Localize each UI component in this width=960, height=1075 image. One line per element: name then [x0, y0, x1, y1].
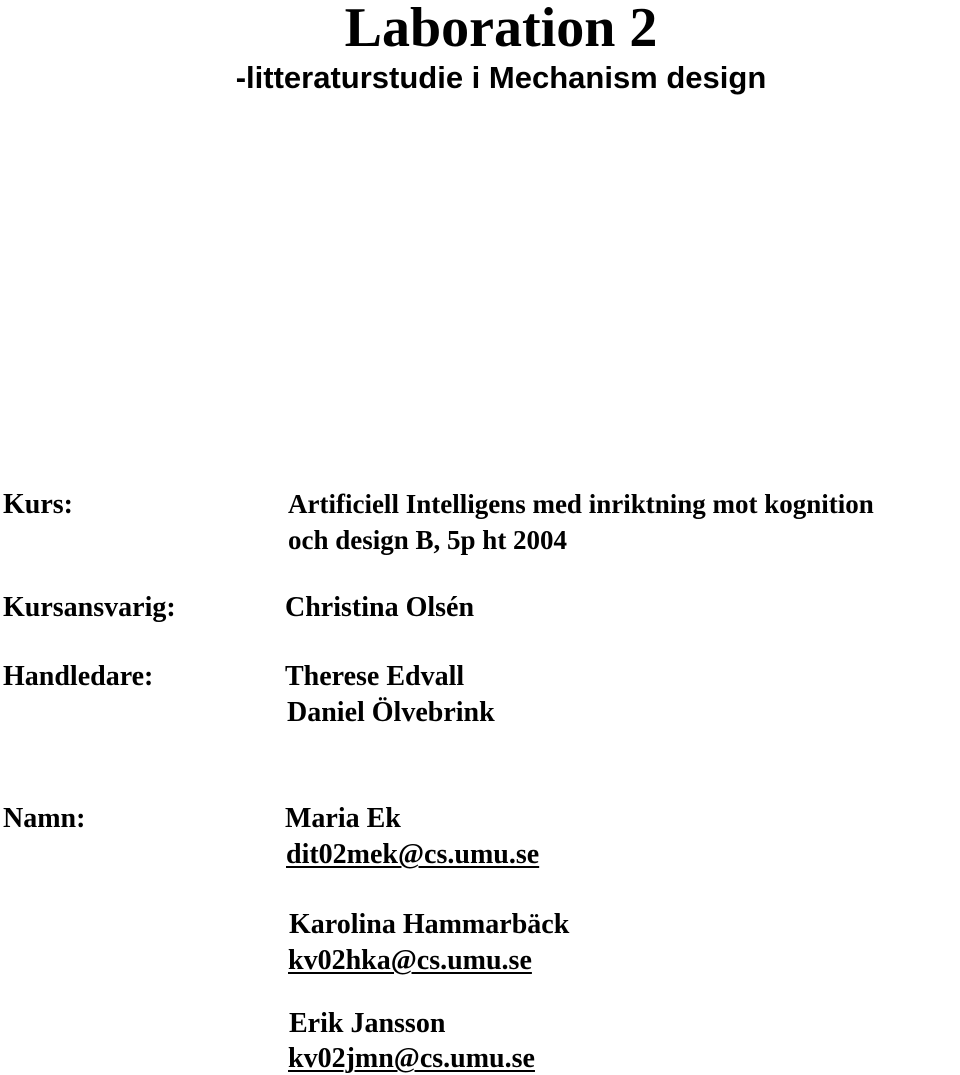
kursansvarig-value: Christina Olsén	[285, 592, 475, 623]
author-name-3: Erik Jansson	[289, 1008, 446, 1039]
handledare-name-2: Daniel Ölvebrink	[287, 697, 495, 728]
author-name-2: Karolina Hammarbäck	[289, 909, 570, 940]
kursansvarig-label: Kursansvarig:	[3, 592, 176, 623]
author-email-3[interactable]: kv02jmn@cs.umu.se	[288, 1043, 535, 1074]
document-title: Laboration 2	[344, 0, 658, 59]
kurs-value-line-1: Artificiell Intelligens med inriktning mot kognition	[288, 489, 874, 519]
handledare-label: Handledare:	[3, 661, 154, 692]
author-email-2[interactable]: kv02hka@cs.umu.se	[288, 945, 532, 976]
handledare-name-1: Therese Edvall	[285, 661, 465, 692]
namn-label: Namn:	[3, 803, 86, 834]
kurs-value-line-2: och design B, 5p ht 2004	[288, 525, 568, 555]
kurs-label: Kurs:	[3, 489, 73, 520]
author-email-1[interactable]: dit02mek@cs.umu.se	[286, 839, 540, 870]
document-subtitle: -litteraturstudie i Mechanism design	[235, 60, 767, 95]
author-name-1: Maria Ek	[285, 803, 401, 834]
